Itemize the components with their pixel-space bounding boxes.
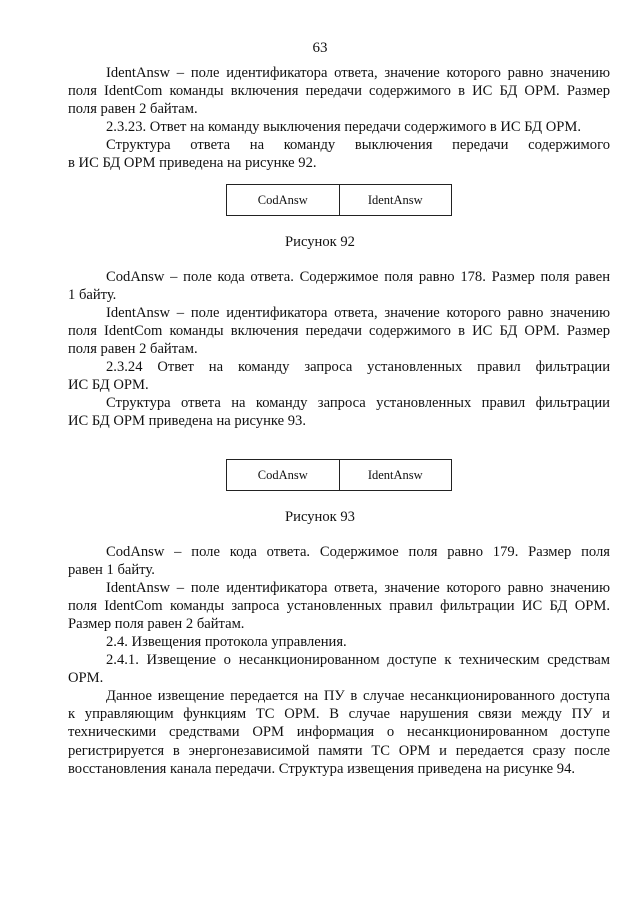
text-line: равен 1 байту. [68,562,155,579]
paragraph [68,543,610,579]
text-line: ОРМ. [68,670,104,687]
paragraph [68,358,610,394]
codansw-cell: CodAnsw [257,467,308,482]
paragraph [68,651,610,687]
figure-caption: Рисунок 93 [285,509,355,525]
text-line: 2.4. Извещения протокола управления. [106,634,347,650]
text-line: поля равен 2 байтам. [68,101,198,118]
text-line: к управляющим функциям ТС ОРМ. В случае нарушения связи между ПУ и [68,706,610,723]
page-number: 63 [312,40,328,56]
text-line: поля IdentCom команды запроса установленных правил фильтрации ИС БД ОРМ. [68,598,610,615]
text-line: Структура ответа на команду запроса установленных правил фильтрации [106,395,610,411]
identansw-cell: IdentAnsw [339,460,452,490]
text-line: IdentAnsw – поле идентификатора ответа, значение которого равно значению [106,65,610,81]
text-line: регистрируется в энергонезависимой памяти ТС ОРМ и передается сразу после [68,742,610,759]
text-line: поля IdentCom команды включения передачи содержимого в ИС БД ОРМ. Размер [68,323,610,340]
text-line: поля равен 2 байтам. [68,341,198,358]
text-line: ИС БД ОРМ. [68,377,149,394]
text-line: ИС БД ОРМ приведена на рисунке 93. [68,413,307,430]
figure-92-table [226,184,452,216]
text-line: 2.3.24 Ответ на команду запроса установленных правил фильтрации [106,359,610,375]
text-line: техническими средствами ОРМ информация о несанкционированном доступе [68,724,610,741]
paragraph [68,268,610,304]
text-line: Размер поля равен 2 байтам. [68,616,245,633]
paragraph [68,118,610,136]
paragraph [68,579,610,634]
codansw-cell: CodAnsw [257,192,308,207]
text-line: 2.3.23. Ответ на команду выключения передачи содержимого в ИС БД ОРМ. [106,119,582,135]
text-line: 1 байту. [68,287,117,304]
figure-93-table [226,459,452,491]
text-line: CodAnsw – поле кода ответа. Содержимое поля равно 179. Размер поля [106,544,610,560]
paragraph [68,64,610,119]
figure-caption: Рисунок 92 [285,234,355,250]
text-line: восстановления канала передачи. Структура извещения приведена на рисунке 94. [68,760,576,777]
text-line: 2.4.1. Извещение о несанкционированном доступе к техническим средствам [106,652,610,668]
paragraph [68,633,610,651]
paragraph [68,394,610,430]
text-line: поля IdentCom команды включения передачи содержимого в ИС БД ОРМ. Размер [68,83,610,100]
text-line: IdentAnsw – поле идентификатора ответа, значение которого равно значению [106,305,610,321]
paragraph [68,136,610,172]
paragraph [68,304,610,359]
paragraph [68,687,610,778]
text-line: IdentAnsw – поле идентификатора ответа, значение которого равно значению [106,580,610,596]
text-line: в ИС БД ОРМ приведена на рисунке 92. [68,155,317,172]
text-line: CodAnsw – поле кода ответа. Содержимое поля равно 178. Размер поля равен [106,269,610,285]
text-line: Данное извещение передается на ПУ в случае несанкционированного доступа [106,688,610,704]
identansw-cell: IdentAnsw [339,185,452,215]
text-line: Структура ответа на команду выключения передачи содержимого [106,137,610,153]
